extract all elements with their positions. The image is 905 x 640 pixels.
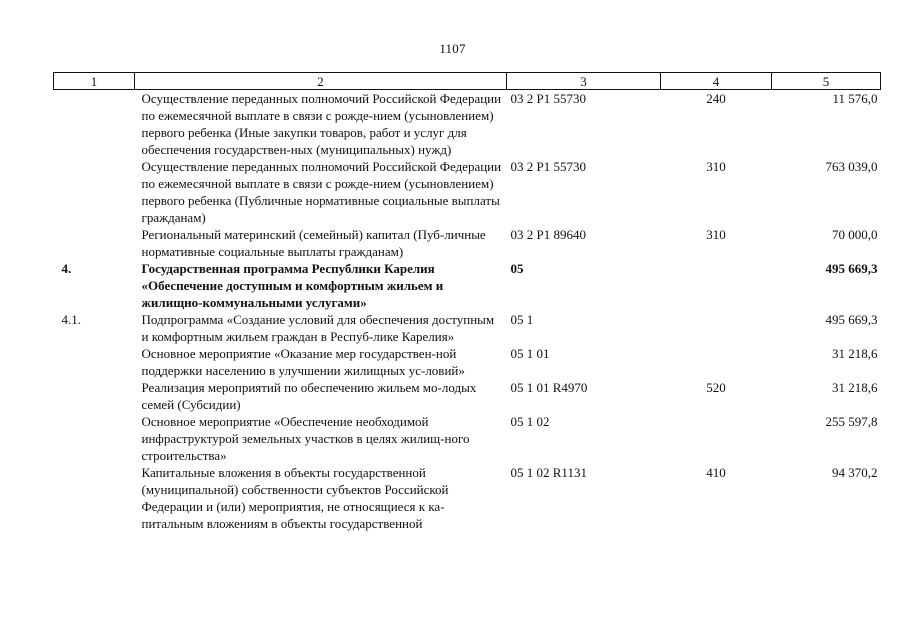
page-number: 1107 bbox=[439, 41, 466, 56]
row-number bbox=[54, 90, 135, 159]
row-target-code: 05 1 02 bbox=[510, 414, 550, 429]
header-col-2: 2 bbox=[135, 73, 507, 90]
row-target-code: 05 1 bbox=[510, 312, 534, 327]
header-col-5: 5 bbox=[772, 73, 881, 90]
row-description: Основное мероприятие «Оказание мер государствен-ной поддержки населению в улучшении жилищных ус-ловий» bbox=[141, 346, 465, 378]
row-target-code: 05 bbox=[510, 261, 524, 276]
row-number bbox=[54, 413, 135, 464]
row-amount: 495 669,3 bbox=[825, 312, 878, 327]
table-body bbox=[54, 90, 881, 533]
row-description: Государственная программа Республики Карелия «Обеспечение доступным и комфортным жильем и жилищно-коммунальными услугами» bbox=[141, 261, 444, 310]
row-number bbox=[54, 464, 135, 532]
table-row bbox=[54, 464, 881, 532]
row-expense-type: 240 bbox=[706, 91, 726, 106]
row-number bbox=[54, 345, 135, 379]
row-description: Региональный материнский (семейный) капитал (Пуб-личные нормативные социальные выплаты гражданам) bbox=[141, 227, 486, 259]
header-col-3: 3 bbox=[507, 73, 661, 90]
row-expense-type: 310 bbox=[706, 227, 726, 242]
row-amount: 70 000,0 bbox=[832, 227, 878, 242]
table-row bbox=[54, 226, 881, 260]
row-number: 4. bbox=[61, 261, 72, 276]
table-row bbox=[54, 260, 881, 311]
table-row bbox=[54, 158, 881, 226]
row-number bbox=[54, 226, 135, 260]
row-expense-type bbox=[661, 345, 772, 379]
row-expense-type bbox=[661, 260, 772, 311]
table-row bbox=[54, 311, 881, 345]
table-row bbox=[54, 345, 881, 379]
row-number bbox=[54, 379, 135, 413]
row-target-code: 05 1 01 bbox=[510, 346, 550, 361]
table-row bbox=[54, 379, 881, 413]
table-row bbox=[54, 90, 881, 159]
row-expense-type: 310 bbox=[706, 159, 726, 174]
row-description: Подпрограмма «Создание условий для обеспечения доступным и комфортным жильем граждан в Респуб-лике Карелия» bbox=[141, 312, 495, 344]
row-amount: 763 039,0 bbox=[825, 159, 878, 174]
row-expense-type: 410 bbox=[706, 465, 726, 480]
row-description: Осуществление переданных полномочий Российской Федерации по ежемесячной выплате в связи с рожде-нием (усыновлением) первого ребенка (Публичные нормативные социальные выплаты гражданам) bbox=[141, 159, 502, 225]
row-description: Основное мероприятие «Обеспечение необходимой инфраструктурой земельных участков в целях жилищ-ного строительства» bbox=[141, 414, 470, 463]
header-col-4: 4 bbox=[661, 73, 772, 90]
row-amount: 31 218,6 bbox=[832, 346, 878, 361]
row-amount: 94 370,2 bbox=[832, 465, 878, 480]
row-expense-type: 520 bbox=[706, 380, 726, 395]
row-target-code: 03 2 P1 89640 bbox=[510, 227, 586, 242]
row-expense-type bbox=[661, 311, 772, 345]
row-number: 4.1. bbox=[61, 312, 81, 327]
row-target-code: 05 1 01 R4970 bbox=[510, 380, 588, 395]
row-amount: 495 669,3 bbox=[825, 261, 878, 276]
row-target-code: 03 2 P1 55730 bbox=[510, 159, 586, 174]
row-amount: 11 576,0 bbox=[832, 91, 878, 106]
budget-table bbox=[53, 72, 881, 532]
row-amount: 31 218,6 bbox=[832, 380, 878, 395]
row-amount: 255 597,8 bbox=[825, 414, 878, 429]
row-description: Осуществление переданных полномочий Российской Федерации по ежемесячной выплате в связи с рожде-нием (усыновлением) первого ребенка (Иные закупки товаров, работ и услуг для обеспечения государствен-ных (муниципальных) нужд) bbox=[141, 91, 502, 157]
row-description: Реализация мероприятий по обеспечению жильем мо-лодых семей (Субсидии) bbox=[141, 380, 477, 412]
row-target-code: 05 1 02 R1131 bbox=[510, 465, 587, 480]
header-col-1: 1 bbox=[54, 73, 135, 90]
header-row bbox=[54, 73, 881, 90]
row-number bbox=[54, 158, 135, 226]
table-row bbox=[54, 413, 881, 464]
table-header bbox=[54, 73, 881, 90]
row-expense-type bbox=[661, 413, 772, 464]
row-target-code: 03 2 P1 55730 bbox=[510, 91, 586, 106]
row-description: Капитальные вложения в объекты государственной (муниципальной) собственности субъектов Российской Федерации и (или) мероприятия, не относящиеся к ка-питальным вложениям в объекты государственной bbox=[141, 465, 449, 531]
